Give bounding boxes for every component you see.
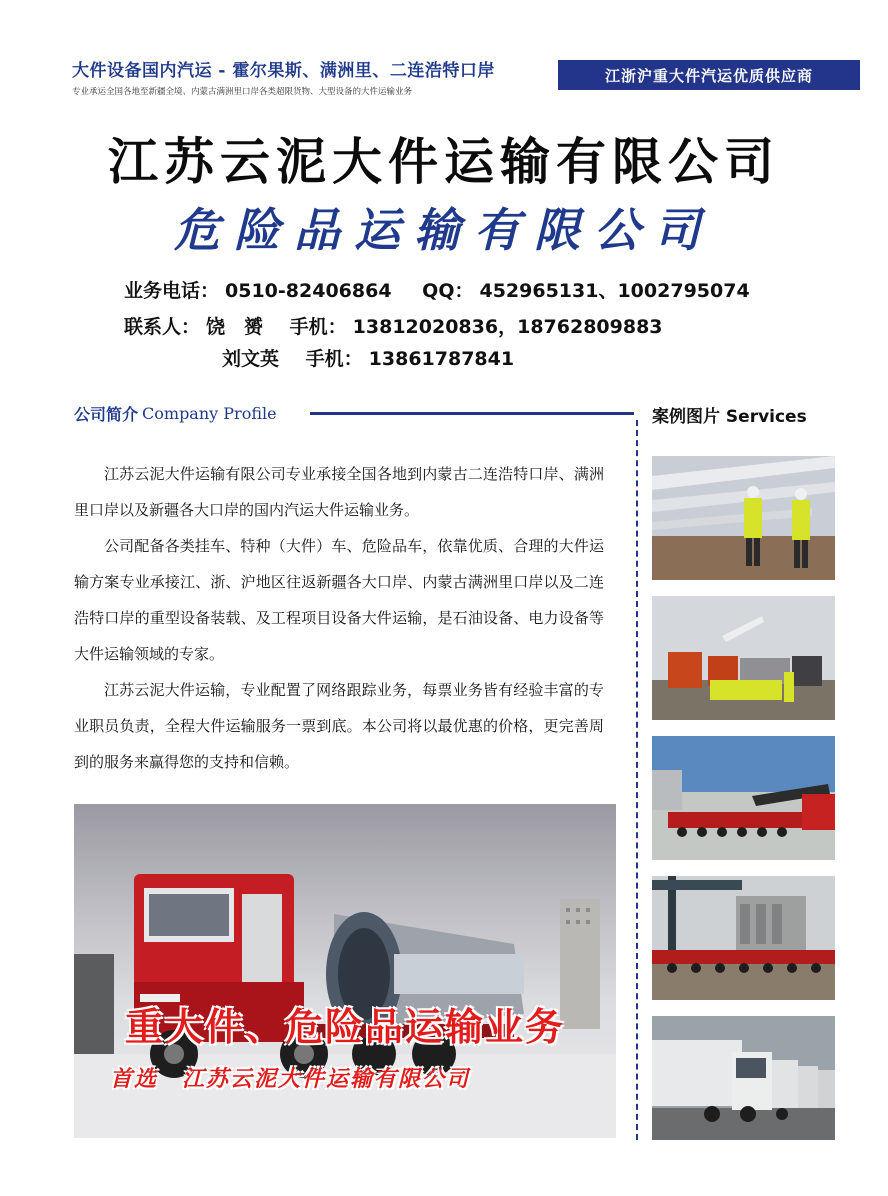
case-photo-transformer — [652, 876, 835, 1000]
qq-numbers: 452965131、1002795074 — [479, 280, 750, 302]
profile-section-header — [74, 402, 277, 425]
mobile-numbers: 13812020836，18762809883 — [352, 316, 663, 338]
case-photo-low-bed-trailer — [652, 736, 835, 860]
services-section-header: 案例图片 Services — [652, 407, 807, 427]
mobile-label-2: 手机： — [305, 348, 363, 370]
profile-paragraph: 江苏云泥大件运输，专业配置了网络跟踪业务，每票业务皆有经验丰富的专业职员负责，全程大件运输服务一票到底。本公司将以最优惠的价格，更完善周到的服务来赢得您的支持和信赖。 — [74, 681, 604, 771]
vertical-dashed-divider — [636, 420, 638, 1140]
profile-paragraph: 公司配备各类挂车、特种（大件）车、危险品车，依靠优质、合理的大件运输方案专业承接江、浙、沪地区往返新疆各大口岸、内蒙古满洲里口岸以及二连浩特口岸的重型设备装载、及工程项目设备大件运输，是石油设备、电力设备等大件运输领域的专家。 — [74, 537, 604, 663]
company-name: 江苏云泥大件运输有限公司 — [108, 133, 780, 191]
profile-paragraph: 江苏云泥大件运输有限公司专业承接全国各地到内蒙古二连浩特口岸、满洲里口岸以及新疆各大口岸的国内汽运大件运输业务。 — [74, 465, 604, 519]
phone-label: 业务电话： — [124, 280, 220, 302]
mobile-label: 手机： — [289, 316, 347, 338]
case-photo-truck-team — [652, 596, 835, 720]
contact-line-1 — [124, 276, 756, 303]
top-headline: 大件设备国内汽运 - 霍尔果斯、满洲里、二连浩特口岸 — [72, 61, 495, 81]
case-photo-wind-blades — [652, 456, 835, 580]
section-divider-line — [310, 412, 634, 415]
contact-line-3 — [222, 344, 520, 371]
banner-title: 重大件、危险品运输业务 — [124, 1005, 565, 1049]
profile-label-en: Company Profile — [142, 404, 277, 423]
banner-subtitle: 首选 江苏云泥大件运输有限公司 — [110, 1067, 471, 1092]
profile-label: 公司简介 — [74, 405, 139, 424]
company-profile — [74, 456, 604, 780]
top-subline: 专业承运全国各地至新疆全境、内蒙古满洲里口岸各类超限货物、大型设备的大件运输业务 — [72, 87, 413, 97]
contact-person-name-2: 刘文英 — [222, 348, 280, 370]
qq-label: QQ： — [422, 280, 474, 302]
company-subname: 危险品运输有限公司 — [174, 203, 714, 257]
contact-person-label: 联系人： — [124, 316, 201, 338]
business-phone: 0510-82406864 — [225, 280, 392, 302]
supplier-badge: 江浙沪重大件汽运优质供应商 — [558, 60, 860, 90]
case-photo-hazmat-fleet — [652, 1016, 835, 1140]
top-header — [72, 56, 542, 97]
promo-banner — [74, 804, 616, 1138]
mobile-number-2: 13861787841 — [368, 348, 515, 370]
contact-person-name: 饶 赟 — [206, 316, 264, 338]
contact-line-2 — [124, 312, 669, 339]
